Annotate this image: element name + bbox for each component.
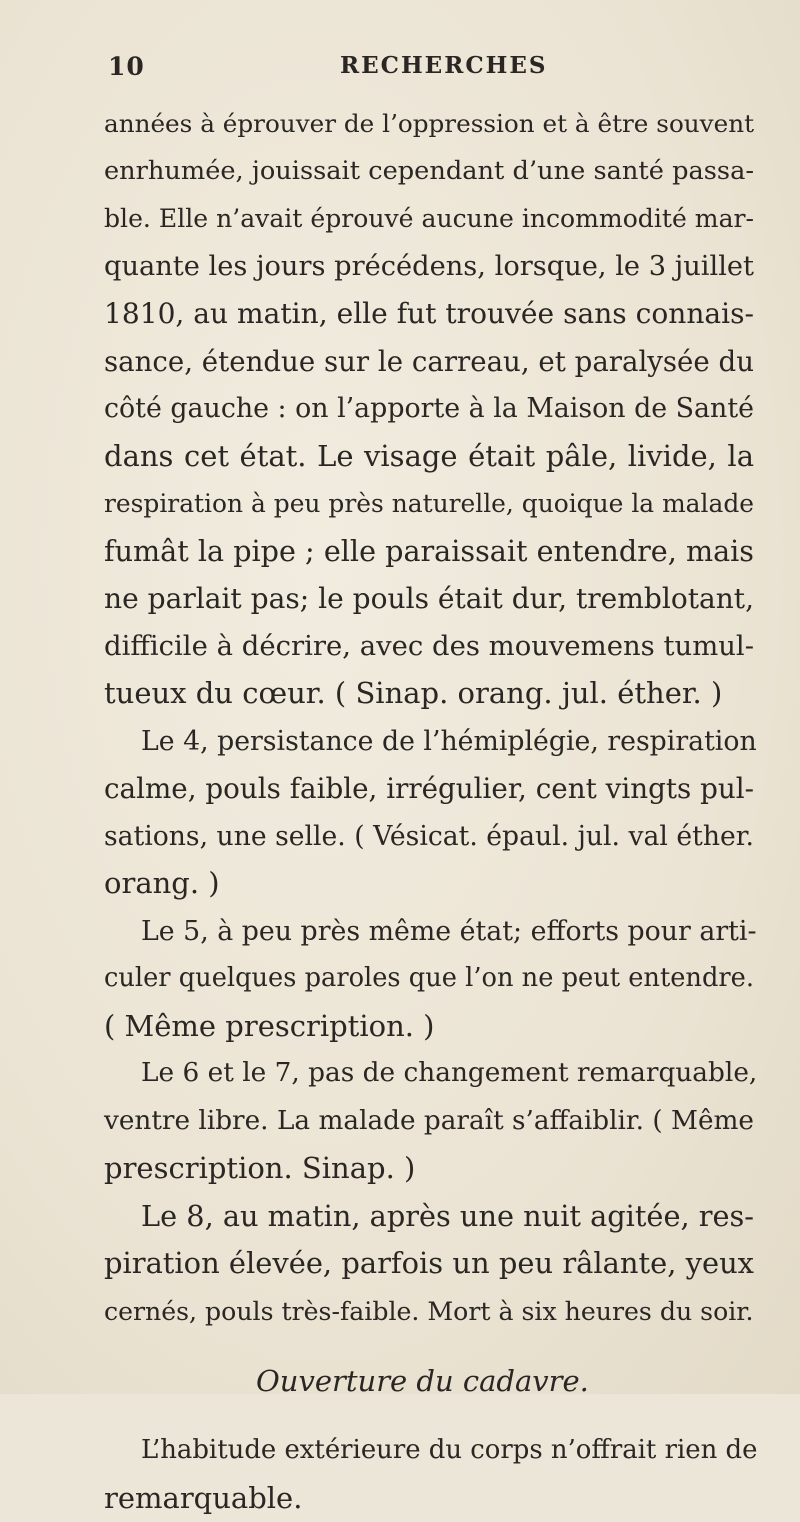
text-line: Le 4, persistance de l’hémiplégie, respiration xyxy=(104,718,754,766)
text-line: ne parlait pas; le pouls était dur, tremblotant, xyxy=(104,575,754,623)
text-line: cernés, pouls très-faible. Mort à six heures du soir. xyxy=(104,1288,754,1336)
text-line: Le 8, au matin, après une nuit agitée, res- xyxy=(104,1193,754,1241)
text-line: tueux du cœur. ( Sinap. orang. jul. éther. ) xyxy=(104,670,754,718)
text-line: ( Même prescription. ) xyxy=(104,1003,754,1051)
text-line: Le 6 et le 7, pas de changement remarquable, xyxy=(104,1050,754,1098)
text-line: calme, pouls faible, irrégulier, cent vingts pul- xyxy=(104,765,754,813)
body-text xyxy=(104,100,754,1522)
text-line: sance, étendue sur le carreau, et paralysée du xyxy=(104,338,754,386)
paragraph-3 xyxy=(104,908,754,1051)
text-line: culer quelques paroles que l’on ne peut entendre. xyxy=(104,955,754,1003)
paragraph-5 xyxy=(104,1193,754,1336)
text-line: côté gauche : on l’apporte à la Maison de Santé xyxy=(104,385,754,433)
text-line: ventre libre. La malade paraît s’affaiblir. ( Même xyxy=(104,1098,754,1146)
text-line: ble. Elle n’avait éprouvé aucune incommodité mar- xyxy=(104,195,754,243)
text-line: sations, une selle. ( Vésicat. épaul. jul. val éther. xyxy=(104,813,754,861)
text-line: années à éprouver de l’oppression et à être souvent xyxy=(104,100,754,148)
text-line: piration élevée, parfois un peu râlante, yeux xyxy=(104,1240,754,1288)
section-heading: Ouverture du cadavre. xyxy=(104,1357,754,1405)
paragraph-2 xyxy=(104,718,754,908)
text-line: dans cet état. Le visage était pâle, livide, la xyxy=(104,433,754,481)
text-line: Le 5, à peu près même état; efforts pour arti- xyxy=(104,908,754,956)
text-line: difficile à décrire, avec des mouvemens tumul- xyxy=(104,623,754,671)
text-line: quante les jours précédens, lorsque, le 3 juillet xyxy=(104,243,754,291)
running-title: RECHERCHES xyxy=(340,52,548,79)
text-line: enrhumée, jouissait cependant d’une santé passa- xyxy=(104,148,754,196)
paragraph-1 xyxy=(104,100,754,718)
text-line: remarquable. xyxy=(104,1475,754,1522)
text-line: L’habitude extérieure du corps n’offrait rien de xyxy=(104,1427,754,1475)
text-line: 1810, au matin, elle fut trouvée sans connais- xyxy=(104,290,754,338)
text-line: fumât la pipe ; elle paraissait entendre, mais xyxy=(104,528,754,576)
page-number: 10 xyxy=(108,52,145,81)
text-line: prescription. Sinap. ) xyxy=(104,1145,754,1193)
text-line: orang. ) xyxy=(104,860,754,908)
running-head xyxy=(108,52,748,92)
closing-paragraph xyxy=(104,1427,754,1522)
text-line: respiration à peu près naturelle, quoique la malade xyxy=(104,480,754,528)
paragraph-4 xyxy=(104,1050,754,1193)
